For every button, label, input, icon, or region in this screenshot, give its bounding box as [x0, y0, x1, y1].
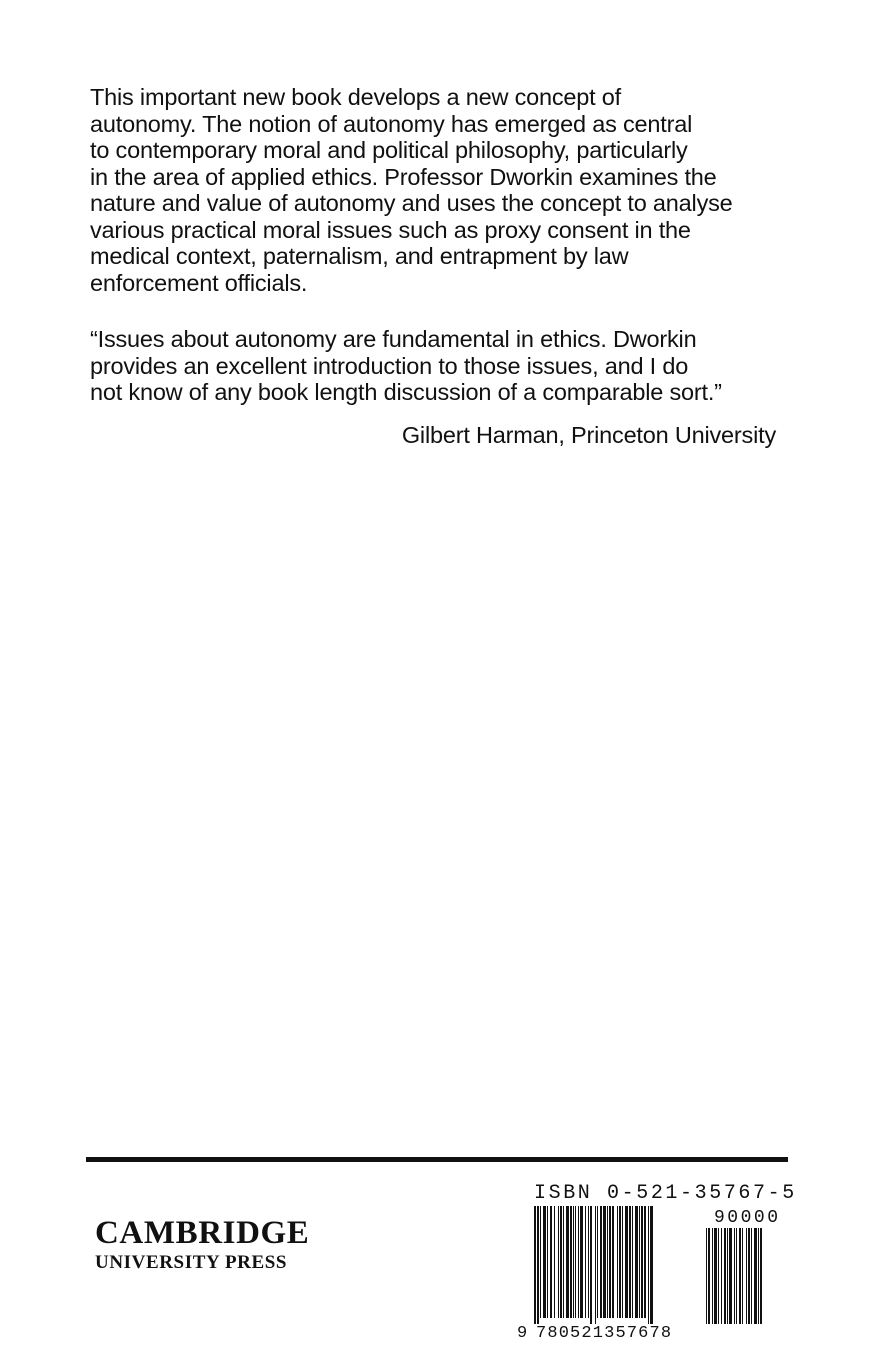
barcode-bar	[554, 1206, 555, 1318]
barcode-bar	[712, 1228, 713, 1324]
barcode-bar	[734, 1228, 735, 1324]
ean-barcode	[534, 1206, 698, 1324]
barcode-bar	[729, 1228, 732, 1324]
barcode-bar	[585, 1206, 586, 1318]
barcode-bar	[570, 1206, 572, 1318]
barcode-bar	[617, 1206, 618, 1318]
barcode-bar	[619, 1206, 621, 1318]
barcode-bar	[706, 1228, 707, 1324]
barcode-bar	[625, 1206, 628, 1318]
barcode-bar	[550, 1206, 552, 1318]
barcode-bar	[754, 1228, 757, 1324]
barcode-bar	[600, 1206, 602, 1318]
barcode-bar	[739, 1228, 741, 1324]
barcode-bar	[558, 1206, 559, 1318]
barcode-bar	[742, 1228, 743, 1324]
barcode-bar	[603, 1206, 606, 1318]
description-line: in the area of applied ethics. Professor Dworkin examines the	[90, 163, 717, 190]
description-line: enforcement officials.	[90, 269, 308, 296]
description-line: autonomy. The notion of autonomy has emerged as central	[90, 110, 693, 137]
isbn-label: ISBN 0-521-35767-5	[534, 1182, 797, 1205]
quote-line: provides an excellent introduction to those issues, and I do	[90, 352, 689, 379]
description-line: various practical moral issues such as proxy consent in the	[90, 216, 691, 243]
barcode-bar	[573, 1206, 574, 1318]
barcode-bar	[641, 1206, 643, 1318]
barcode-bar	[629, 1206, 631, 1318]
barcode-bar	[751, 1228, 752, 1324]
barcode-bar	[588, 1206, 589, 1318]
barcode-bar	[746, 1228, 747, 1324]
barcode-bar	[748, 1228, 750, 1324]
barcode-bar	[718, 1228, 719, 1324]
barcode-bar	[612, 1206, 614, 1318]
barcode-bar	[566, 1206, 569, 1318]
barcode-bar	[597, 1206, 598, 1318]
barcode-bar	[635, 1206, 638, 1318]
barcode-bar	[622, 1206, 623, 1318]
barcode-bar	[537, 1206, 539, 1324]
barcode-bar	[607, 1206, 608, 1318]
barcode-bar	[595, 1206, 596, 1324]
barcode-bar	[644, 1206, 646, 1318]
addon-barcode	[706, 1228, 790, 1324]
barcode-bar	[578, 1206, 579, 1318]
description-line: medical context, paternalism, and entrapment by law	[90, 243, 629, 269]
barcode-bar	[563, 1206, 564, 1318]
barcode-bar	[590, 1206, 592, 1324]
barcode-bar	[580, 1206, 583, 1318]
ean-digits: 780521357678	[536, 1324, 673, 1343]
barcode-bar	[714, 1228, 717, 1324]
barcode-bar	[727, 1228, 728, 1324]
publisher-name: CAMBRIDGE	[95, 1215, 310, 1251]
barcode-bar	[724, 1228, 726, 1324]
barcode-bar	[648, 1206, 649, 1324]
book-description	[90, 84, 790, 296]
barcode-bar	[639, 1206, 640, 1318]
barcode-bar	[609, 1206, 611, 1318]
price-addon-code: 90000	[714, 1208, 781, 1228]
review-quote	[90, 326, 790, 406]
horizontal-rule	[86, 1157, 788, 1162]
barcode-bar	[543, 1206, 546, 1318]
barcode-bar	[758, 1228, 759, 1324]
description-line: nature and value of autonomy and uses the concept to analyse	[90, 190, 733, 216]
ean-first-digit: 9	[517, 1324, 528, 1343]
quote-line: not know of any book length discussion of a comparable sort.”	[90, 379, 722, 405]
barcode-bar	[760, 1228, 762, 1324]
publisher-subname: UNIVERSITY PRESS	[95, 1252, 288, 1273]
barcode-bar	[547, 1206, 548, 1318]
barcode-bar	[632, 1206, 633, 1318]
barcode-bar	[721, 1228, 722, 1324]
description-line: This important new book develops a new concept of	[90, 84, 622, 110]
barcode-bar	[736, 1228, 737, 1324]
quote-line: “Issues about autonomy are fundamental in ethics. Dworkin	[90, 326, 697, 352]
barcode-bar	[560, 1206, 562, 1318]
barcode-bar	[540, 1206, 541, 1318]
barcode-bar	[575, 1206, 576, 1318]
barcode-bar	[650, 1206, 653, 1324]
quote-attribution: Gilbert Harman, Princeton University	[401, 422, 776, 448]
barcode-bar	[534, 1206, 536, 1324]
publisher-logo	[95, 1215, 309, 1275]
barcode-bar	[708, 1228, 710, 1324]
description-line: to contemporary moral and political philosophy, particularly	[90, 137, 688, 163]
